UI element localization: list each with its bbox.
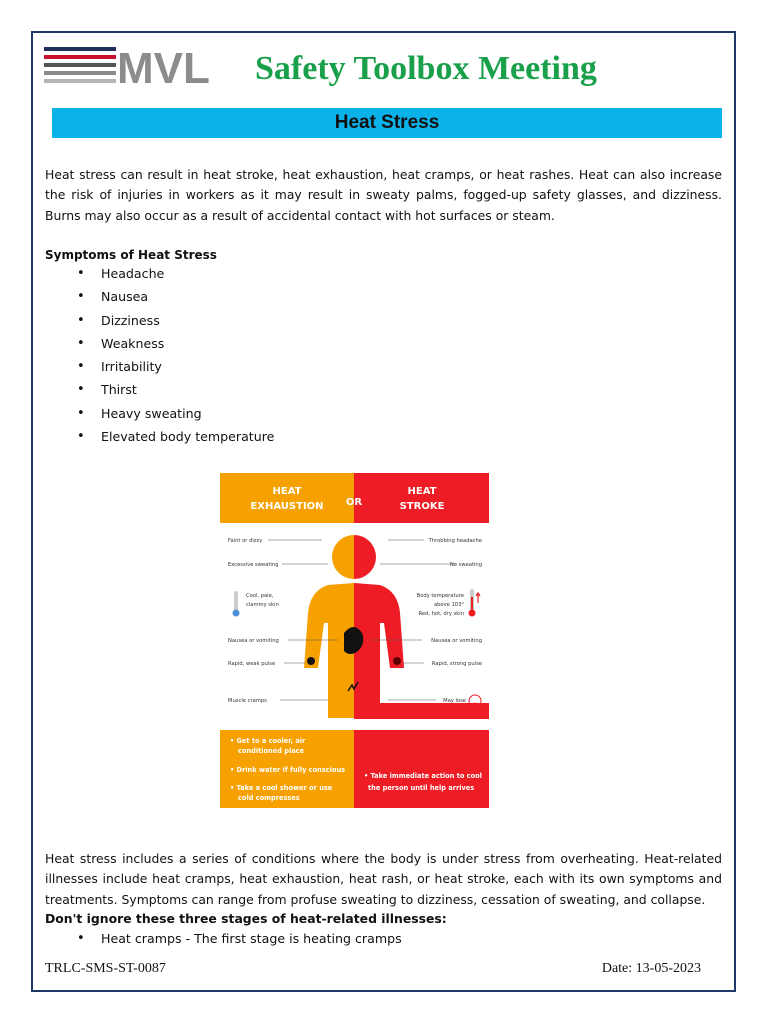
- stroke-title-2: STROKE: [399, 501, 445, 512]
- label-may-lose: May lose: [443, 698, 466, 704]
- label-nausea-left: Nausea or vomiting: [228, 638, 279, 644]
- list-item: • Headache: [45, 262, 545, 285]
- action-air-conditioned: conditioned place: [238, 747, 305, 755]
- document-code: TRLC-SMS-ST-0087: [45, 961, 166, 976]
- symptoms-heading: Symptoms of Heat Stress: [45, 248, 217, 262]
- exhaustion-title-1: HEAT: [272, 486, 302, 497]
- stages-heading: Don't ignore these three stages of heat-related illnesses:: [45, 911, 447, 926]
- exhaustion-title-2: EXHAUSTION: [250, 501, 324, 512]
- stages-list: [45, 927, 545, 950]
- topic-band: [52, 108, 722, 138]
- label-above-103: above 103°: [433, 602, 464, 608]
- label-faint: Faint or dizzy: [228, 538, 263, 544]
- list-item: • Heat cramps - The first stage is heating cramps: [45, 927, 545, 950]
- stroke-header: [354, 473, 489, 523]
- label-no-sweating: No sweating: [449, 562, 482, 568]
- exhaustion-header: [220, 473, 354, 523]
- symptoms-list: [45, 262, 545, 448]
- label-throbbing-headache: Throbbing headache: [428, 538, 482, 544]
- action-drink-water: • Drink water if fully conscious: [230, 766, 346, 774]
- topic-title: Heat Stress: [334, 112, 440, 133]
- label-cool-pale: Cool, pale,: [246, 593, 274, 599]
- list-item: • Dizziness: [45, 309, 545, 332]
- list-item: • Nausea: [45, 285, 545, 308]
- list-item: • Elevated body temperature: [45, 425, 545, 448]
- heat-illness-infographic: [220, 473, 489, 808]
- label-muscle-cramps: Muscle cramps: [228, 698, 267, 704]
- or-label: OR: [345, 497, 363, 508]
- label-red-hot-dry: Red, hot, dry skin: [418, 611, 464, 617]
- mvl-logo: [44, 44, 234, 88]
- list-item: • Heavy sweating: [45, 402, 545, 425]
- action-cold-compresses: cold compresses: [238, 794, 300, 802]
- action-cool-shower: • Take a cool shower or use: [230, 784, 333, 792]
- label-strong-pulse: Rapid, strong pulse: [431, 661, 482, 667]
- body-paragraph: Heat stress includes a series of conditions where the body is under stress from overheating. Heat-related illnesses include heat cramps, heat exhaustion, heat rash, or heat stroke, each with its own symptoms and treatments. Symptoms can range from profuse sweating to dizziness, cessation of sweating, and collapse.: [45, 851, 722, 907]
- label-nausea-right: Nausea or vomiting: [431, 638, 482, 644]
- intro-paragraph: Heat stress can result in heat stroke, heat exhaustion, heat cramps, or heat rashes. Heat can also increase the risk of injuries in workers as it may result in sweaty palms, fogged-up safety glasses, and dizziness. Burns may also occur as a result of accidental contact with hot surfaces or steam.: [45, 167, 722, 223]
- stroke-actions-box: [354, 730, 489, 808]
- stroke-title-1: HEAT: [407, 486, 437, 497]
- label-weak-pulse: Rapid, weak pulse: [228, 661, 276, 667]
- label-excessive-sweating: Excessive sweating: [228, 562, 279, 568]
- list-item: • Weakness: [45, 332, 545, 355]
- document-date: Date: 13-05-2023: [601, 961, 701, 976]
- label-clammy-skin: clammy skin: [246, 602, 279, 608]
- list-item: • Irritability: [45, 355, 545, 378]
- svg-text:MVL: MVL: [117, 44, 210, 88]
- action-help-arrives: the person until help arrives: [368, 784, 475, 792]
- list-item: • Thirst: [45, 378, 545, 401]
- label-body-temp: Body temperature: [416, 593, 464, 599]
- document-title: Safety Toolbox Meeting: [255, 50, 597, 87]
- action-immediate-cool: • Take immediate action to cool: [364, 772, 482, 780]
- action-cooler-place: • Get to a cooler, air: [230, 737, 306, 745]
